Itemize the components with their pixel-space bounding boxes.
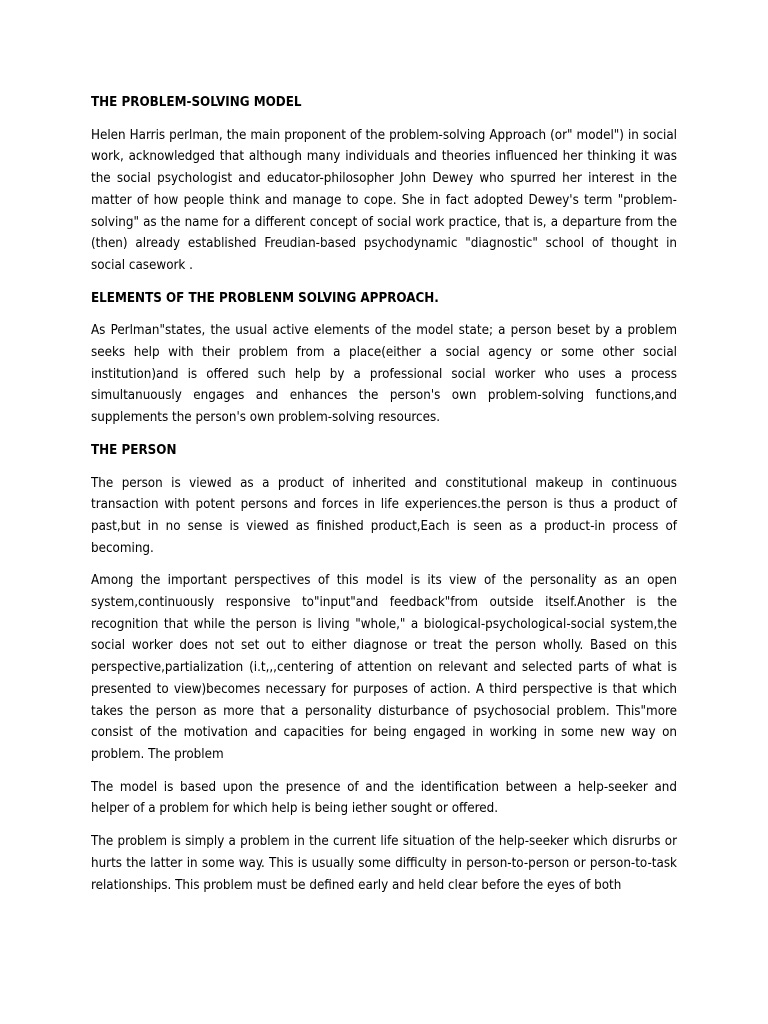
section-heading-elements: ELEMENTS OF THE PROBLENM SOLVING APPROACH. (91, 290, 439, 306)
section-heading-problem-solving-model: THE PROBLEM-SOLVING MODEL (91, 95, 302, 110)
paragraph-the-problem: The problem is simply a problem in the current life situation of the help-seeker which disrurbs or hurts the latter in some way. This is usually some difficulty in person-to-person or person-to-task relationships. This problem must be defined early and held clear before the eyes of both (91, 834, 677, 893)
paragraph-model-basis: The model is based upon the presence of and the identification between a help-seeker and helper of a problem for which help is being iether sought or offered. (91, 779, 677, 817)
section-heading-the-person: THE PERSON (91, 442, 177, 458)
paragraph-elements: As Perlman"states, the usual active elements of the model state; a person beset by a problem seeks help with their problem from a place(either a social agency or some other social institution)and is offered such help by a professional social worker who uses a process simultanuously engages and enhances the person's own problem-solving functions,and supplements the person's own problem-solving resources. (91, 323, 677, 426)
paragraph-perlman-intro: Helen Harris perlman, the main proponent of the problem-solving Approach (or" model") in social work, acknowledged that although many individuals and theories influenced her thinking it was the social psychologist and educator-philosopher John Dewey who spurred her interest in the matter of how people think and manage to cope. She in fact adopted Dewey's term "problem-solving" as the name for a different concept of social work practice, that is, a departure from the (then) already established Freudian-based psychodynamic "diagnostic" school of thought in social casework . (91, 127, 677, 273)
paragraph-person-product: The person is viewed as a product of inherited and constitutional makeup in continuous transaction with potent persons and forces in life experiences.the person is thus a product of past,but in no sense is viewed as finished product,Each is seen as a product-in process of becoming. (91, 475, 677, 556)
paragraph-perspectives: Among the important perspectives of this model is its view of the personality as an open system,continuously responsive to"input"and feedback"from outside itself.Another is the recognition that while the person is living "whole," a biological-psychological-social system,the social worker does not set out to either diagnose or treat the person wholly. Based on this perspective,partialization (i.t,,,centering of attention on relevant and selected parts of what is presented to view)becomes necessary for purposes of action. A third perspective is that which takes the person as more that a personality disturbance of psychosocial problem. This"more consist of the motivation and capacities for being engaged in working in some new way on problem. The problem (91, 573, 677, 762)
